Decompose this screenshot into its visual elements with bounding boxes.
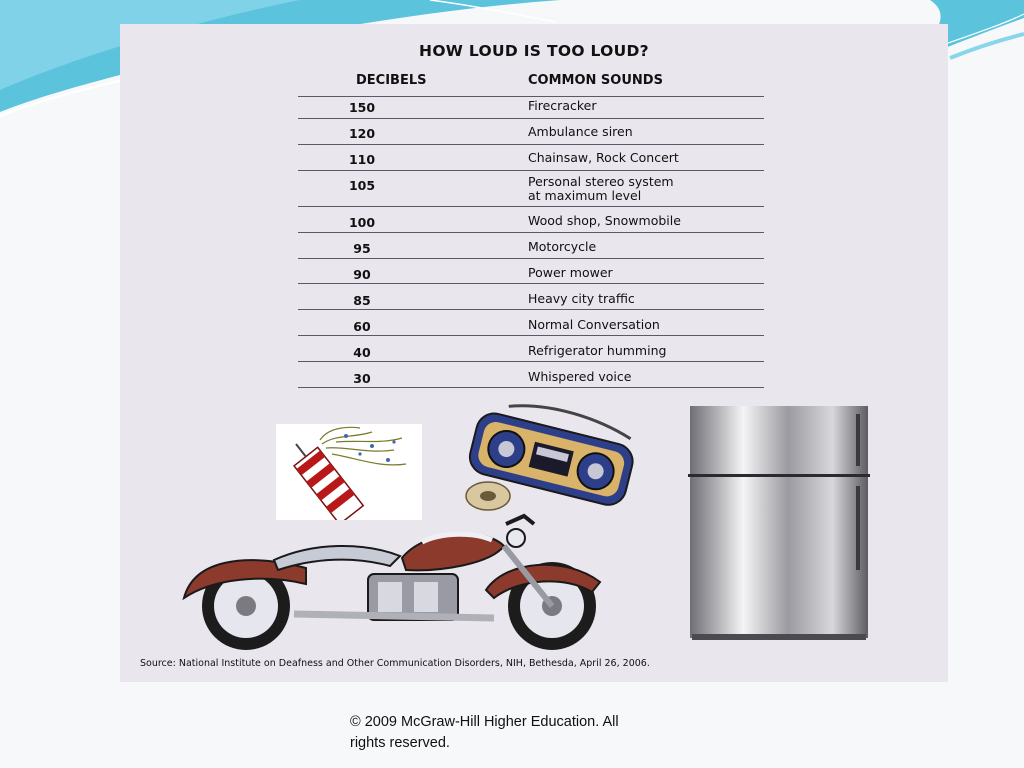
table-rule [298, 335, 764, 336]
decibel-value: 30 [353, 371, 371, 386]
table-rule [298, 96, 764, 97]
decibel-value: 85 [353, 293, 371, 308]
table-rule [298, 387, 764, 388]
sound-label: Wood shop, Snowmobile [528, 213, 681, 228]
sound-label: Heavy city traffic [528, 291, 635, 306]
sound-label: Refrigerator humming [528, 343, 667, 358]
table-rule [298, 206, 764, 207]
decibel-value: 110 [348, 152, 376, 167]
column-header-decibels: DECIBELS [356, 73, 427, 88]
table-title: HOW LOUD IS TOO LOUD? [419, 42, 649, 60]
content-image-panel [120, 24, 948, 682]
decibel-value: 105 [348, 178, 376, 193]
decibel-value: 90 [353, 267, 371, 282]
sound-label: Personal stereo system [528, 174, 674, 189]
motorcycle-icon [174, 494, 620, 652]
decibel-value: 95 [353, 241, 371, 256]
decibel-value: 100 [348, 215, 376, 230]
copyright-line: © 2009 McGraw-Hill Higher Education. All [350, 714, 619, 730]
column-header-common-sounds: COMMON SOUNDS [528, 73, 663, 88]
sound-label: Ambulance siren [528, 124, 633, 139]
sound-label: Firecracker [528, 98, 597, 113]
table-rule [298, 232, 764, 233]
sound-label: Motorcycle [528, 239, 597, 254]
table-rule [298, 361, 764, 362]
copyright-line: rights reserved. [350, 735, 450, 751]
table-rule [298, 258, 764, 259]
source-citation: Source: National Institute on Deafness and Other Communication Disorders, NIH, Bethesda, April 26, 2006. [140, 658, 650, 669]
table-rule [298, 118, 764, 119]
decibel-value: 40 [353, 345, 371, 360]
table-rule [298, 144, 764, 145]
decibel-value: 120 [348, 126, 376, 141]
sound-label: Whispered voice [528, 369, 632, 384]
decibel-value: 60 [353, 319, 371, 334]
sound-label-continued: at maximum level [528, 188, 642, 203]
copyright-notice [350, 712, 680, 754]
table-rule [298, 309, 764, 310]
sound-label: Normal Conversation [528, 317, 660, 332]
sound-label: Chainsaw, Rock Concert [528, 150, 679, 165]
table-rule [298, 283, 764, 284]
sound-label: Power mower [528, 265, 613, 280]
decibel-value: 150 [348, 100, 376, 115]
table-rule [298, 170, 764, 171]
refrigerator-icon [688, 406, 870, 642]
